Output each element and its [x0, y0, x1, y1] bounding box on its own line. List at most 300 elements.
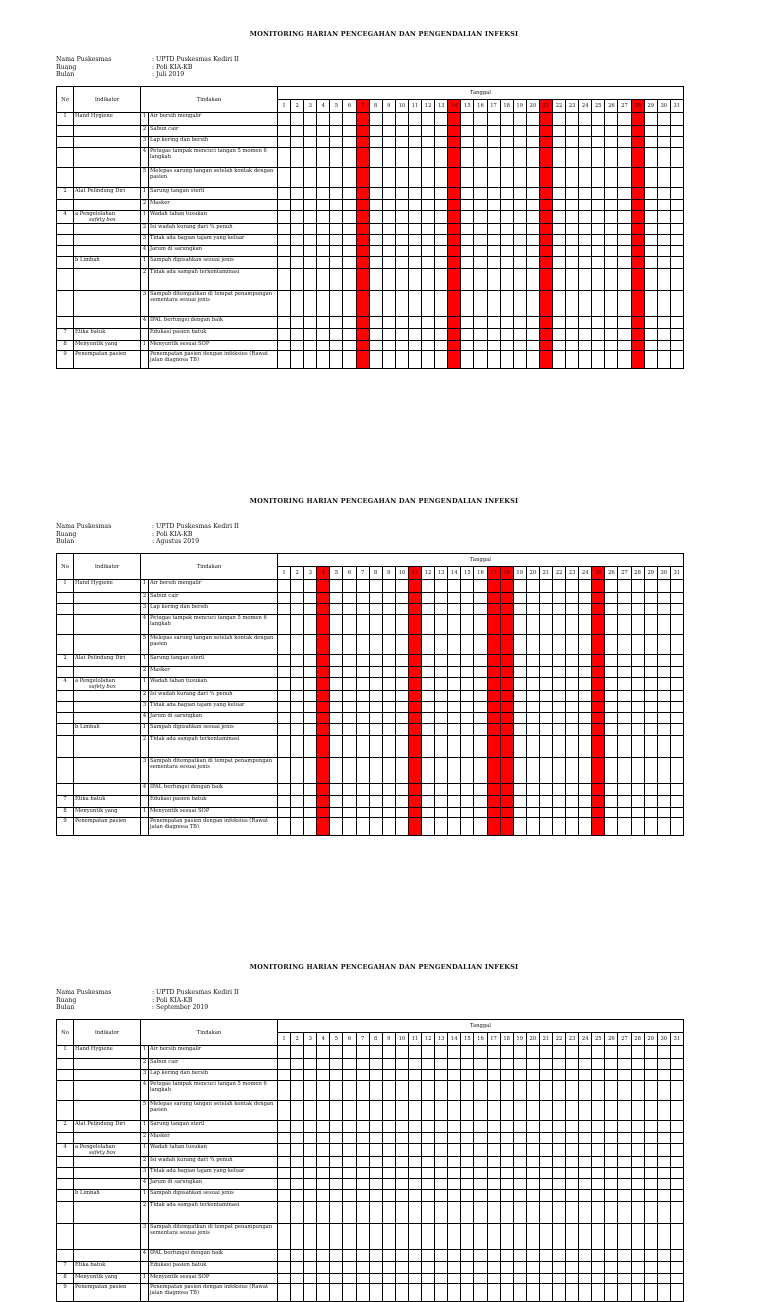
day-check-cell[interactable]: [500, 1224, 513, 1250]
day-check-cell[interactable]: [670, 148, 683, 168]
day-check-cell[interactable]: [552, 667, 565, 678]
day-check-cell[interactable]: [618, 796, 631, 808]
day-check-cell[interactable]: [566, 269, 579, 291]
day-check-cell[interactable]: [500, 113, 513, 126]
day-check-cell[interactable]: [435, 667, 448, 678]
day-check-cell[interactable]: [474, 1133, 487, 1144]
day-check-cell[interactable]: [500, 329, 513, 341]
day-check-cell[interactable]: [644, 224, 657, 235]
day-check-cell[interactable]: [644, 635, 657, 655]
day-check-cell[interactable]: [552, 269, 565, 291]
day-check-cell[interactable]: [618, 615, 631, 635]
day-check-cell[interactable]: [670, 168, 683, 188]
day-check-cell[interactable]: [526, 200, 539, 211]
day-check-cell[interactable]: [566, 1168, 579, 1179]
day-check-cell[interactable]: [552, 200, 565, 211]
day-check-cell[interactable]: [422, 1202, 435, 1224]
day-check-cell[interactable]: [408, 257, 421, 269]
day-check-cell[interactable]: [487, 317, 500, 329]
day-check-cell[interactable]: [448, 604, 461, 615]
day-check-cell[interactable]: [291, 1190, 304, 1202]
day-check-cell[interactable]: [395, 1168, 408, 1179]
day-check-cell[interactable]: [369, 168, 382, 188]
day-check-cell[interactable]: [487, 1224, 500, 1250]
day-check-cell[interactable]: [343, 1070, 356, 1081]
day-check-cell[interactable]: [330, 269, 343, 291]
day-check-cell[interactable]: [539, 818, 552, 836]
day-check-cell[interactable]: [422, 269, 435, 291]
day-check-cell[interactable]: [304, 1224, 317, 1250]
day-check-cell[interactable]: [343, 808, 356, 818]
day-check-cell[interactable]: [317, 291, 330, 317]
day-check-cell[interactable]: [579, 713, 592, 724]
day-check-cell[interactable]: [670, 1202, 683, 1224]
day-check-cell[interactable]: [343, 655, 356, 667]
day-check-cell[interactable]: [317, 1274, 330, 1284]
day-check-cell[interactable]: [631, 678, 644, 691]
day-check-cell[interactable]: [500, 1190, 513, 1202]
day-check-cell[interactable]: [435, 593, 448, 604]
day-check-cell[interactable]: [448, 678, 461, 691]
day-check-cell[interactable]: [408, 168, 421, 188]
day-check-cell[interactable]: [552, 713, 565, 724]
day-check-cell[interactable]: [435, 148, 448, 168]
day-check-cell[interactable]: [657, 736, 670, 758]
day-check-cell[interactable]: [526, 593, 539, 604]
day-check-cell[interactable]: [526, 1059, 539, 1070]
day-check-cell[interactable]: [539, 1250, 552, 1262]
day-check-cell[interactable]: [579, 211, 592, 224]
day-check-cell[interactable]: [395, 1250, 408, 1262]
day-check-cell[interactable]: [605, 329, 618, 341]
day-check-cell[interactable]: [526, 655, 539, 667]
day-check-cell[interactable]: [369, 200, 382, 211]
day-check-cell[interactable]: [369, 678, 382, 691]
day-check-cell[interactable]: [369, 329, 382, 341]
day-check-cell[interactable]: [461, 329, 474, 341]
day-check-cell[interactable]: [435, 137, 448, 148]
day-check-cell[interactable]: [330, 351, 343, 369]
day-check-cell[interactable]: [382, 1133, 395, 1144]
day-check-cell[interactable]: [369, 246, 382, 257]
day-check-cell[interactable]: [356, 702, 369, 713]
day-check-cell[interactable]: [526, 1121, 539, 1133]
day-check-cell[interactable]: [304, 1262, 317, 1274]
day-check-cell[interactable]: [356, 580, 369, 593]
day-check-cell[interactable]: [435, 736, 448, 758]
day-check-cell[interactable]: [513, 113, 526, 126]
day-check-cell[interactable]: [552, 137, 565, 148]
day-check-cell[interactable]: [500, 604, 513, 615]
day-check-cell[interactable]: [552, 1224, 565, 1250]
day-check-cell[interactable]: [330, 1121, 343, 1133]
day-check-cell[interactable]: [644, 1284, 657, 1302]
day-check-cell[interactable]: [291, 758, 304, 784]
day-check-cell[interactable]: [474, 235, 487, 246]
day-check-cell[interactable]: [343, 713, 356, 724]
day-check-cell[interactable]: [631, 269, 644, 291]
day-check-cell[interactable]: [670, 351, 683, 369]
day-check-cell[interactable]: [592, 329, 605, 341]
day-check-cell[interactable]: [566, 604, 579, 615]
day-check-cell[interactable]: [500, 1059, 513, 1070]
day-check-cell[interactable]: [422, 691, 435, 702]
day-check-cell[interactable]: [592, 1168, 605, 1179]
day-check-cell[interactable]: [487, 1157, 500, 1168]
day-check-cell[interactable]: [487, 702, 500, 713]
day-check-cell[interactable]: [317, 604, 330, 615]
day-check-cell[interactable]: [382, 126, 395, 137]
day-check-cell[interactable]: [422, 257, 435, 269]
day-check-cell[interactable]: [566, 678, 579, 691]
day-check-cell[interactable]: [408, 691, 421, 702]
day-check-cell[interactable]: [395, 736, 408, 758]
day-check-cell[interactable]: [382, 724, 395, 736]
day-check-cell[interactable]: [330, 724, 343, 736]
day-check-cell[interactable]: [422, 1133, 435, 1144]
day-check-cell[interactable]: [356, 1121, 369, 1133]
day-check-cell[interactable]: [644, 1121, 657, 1133]
day-check-cell[interactable]: [369, 691, 382, 702]
day-check-cell[interactable]: [369, 137, 382, 148]
day-check-cell[interactable]: [657, 1274, 670, 1284]
day-check-cell[interactable]: [631, 758, 644, 784]
day-check-cell[interactable]: [291, 1144, 304, 1157]
day-check-cell[interactable]: [539, 341, 552, 351]
day-check-cell[interactable]: [500, 678, 513, 691]
day-check-cell[interactable]: [382, 168, 395, 188]
day-check-cell[interactable]: [382, 736, 395, 758]
day-check-cell[interactable]: [566, 808, 579, 818]
day-check-cell[interactable]: [382, 257, 395, 269]
day-check-cell[interactable]: [579, 291, 592, 317]
day-check-cell[interactable]: [435, 291, 448, 317]
day-check-cell[interactable]: [395, 188, 408, 200]
day-check-cell[interactable]: [448, 1224, 461, 1250]
day-check-cell[interactable]: [330, 1133, 343, 1144]
day-check-cell[interactable]: [356, 1101, 369, 1121]
day-check-cell[interactable]: [618, 593, 631, 604]
day-check-cell[interactable]: [592, 713, 605, 724]
day-check-cell[interactable]: [343, 796, 356, 808]
day-check-cell[interactable]: [435, 1133, 448, 1144]
day-check-cell[interactable]: [539, 224, 552, 235]
day-check-cell[interactable]: [395, 137, 408, 148]
day-check-cell[interactable]: [291, 593, 304, 604]
day-check-cell[interactable]: [644, 1224, 657, 1250]
day-check-cell[interactable]: [304, 168, 317, 188]
day-check-cell[interactable]: [526, 269, 539, 291]
day-check-cell[interactable]: [435, 580, 448, 593]
day-check-cell[interactable]: [435, 341, 448, 351]
day-check-cell[interactable]: [356, 1168, 369, 1179]
day-check-cell[interactable]: [552, 291, 565, 317]
day-check-cell[interactable]: [657, 758, 670, 784]
day-check-cell[interactable]: [592, 257, 605, 269]
day-check-cell[interactable]: [579, 168, 592, 188]
day-check-cell[interactable]: [592, 678, 605, 691]
day-check-cell[interactable]: [539, 200, 552, 211]
day-check-cell[interactable]: [278, 168, 291, 188]
day-check-cell[interactable]: [474, 580, 487, 593]
day-check-cell[interactable]: [539, 1070, 552, 1081]
day-check-cell[interactable]: [422, 702, 435, 713]
day-check-cell[interactable]: [592, 126, 605, 137]
day-check-cell[interactable]: [474, 655, 487, 667]
day-check-cell[interactable]: [500, 1101, 513, 1121]
day-check-cell[interactable]: [278, 580, 291, 593]
day-check-cell[interactable]: [670, 1059, 683, 1070]
day-check-cell[interactable]: [500, 257, 513, 269]
day-check-cell[interactable]: [435, 691, 448, 702]
day-check-cell[interactable]: [343, 211, 356, 224]
day-check-cell[interactable]: [395, 1190, 408, 1202]
day-check-cell[interactable]: [343, 113, 356, 126]
day-check-cell[interactable]: [500, 168, 513, 188]
day-check-cell[interactable]: [356, 126, 369, 137]
day-check-cell[interactable]: [552, 1202, 565, 1224]
day-check-cell[interactable]: [631, 1190, 644, 1202]
day-check-cell[interactable]: [670, 1121, 683, 1133]
day-check-cell[interactable]: [670, 257, 683, 269]
day-check-cell[interactable]: [657, 691, 670, 702]
day-check-cell[interactable]: [526, 246, 539, 257]
day-check-cell[interactable]: [631, 1224, 644, 1250]
day-check-cell[interactable]: [500, 1284, 513, 1302]
day-check-cell[interactable]: [631, 1202, 644, 1224]
day-check-cell[interactable]: [343, 1133, 356, 1144]
day-check-cell[interactable]: [474, 702, 487, 713]
day-check-cell[interactable]: [605, 808, 618, 818]
day-check-cell[interactable]: [461, 137, 474, 148]
day-check-cell[interactable]: [579, 702, 592, 713]
day-check-cell[interactable]: [343, 291, 356, 317]
day-check-cell[interactable]: [644, 1179, 657, 1190]
day-check-cell[interactable]: [317, 1224, 330, 1250]
day-check-cell[interactable]: [670, 736, 683, 758]
day-check-cell[interactable]: [657, 1179, 670, 1190]
day-check-cell[interactable]: [579, 796, 592, 808]
day-check-cell[interactable]: [330, 580, 343, 593]
day-check-cell[interactable]: [539, 655, 552, 667]
day-check-cell[interactable]: [474, 758, 487, 784]
day-check-cell[interactable]: [343, 200, 356, 211]
day-check-cell[interactable]: [356, 113, 369, 126]
day-check-cell[interactable]: [474, 1168, 487, 1179]
day-check-cell[interactable]: [579, 351, 592, 369]
day-check-cell[interactable]: [356, 758, 369, 784]
day-check-cell[interactable]: [631, 1046, 644, 1059]
day-check-cell[interactable]: [317, 702, 330, 713]
day-check-cell[interactable]: [605, 635, 618, 655]
day-check-cell[interactable]: [422, 113, 435, 126]
day-check-cell[interactable]: [500, 796, 513, 808]
day-check-cell[interactable]: [618, 1101, 631, 1121]
day-check-cell[interactable]: [291, 188, 304, 200]
day-check-cell[interactable]: [618, 235, 631, 246]
day-check-cell[interactable]: [317, 224, 330, 235]
day-check-cell[interactable]: [552, 678, 565, 691]
day-check-cell[interactable]: [579, 1133, 592, 1144]
day-check-cell[interactable]: [317, 1179, 330, 1190]
day-check-cell[interactable]: [579, 1121, 592, 1133]
day-check-cell[interactable]: [474, 269, 487, 291]
day-check-cell[interactable]: [566, 784, 579, 796]
day-check-cell[interactable]: [461, 235, 474, 246]
day-check-cell[interactable]: [317, 148, 330, 168]
day-check-cell[interactable]: [618, 113, 631, 126]
day-check-cell[interactable]: [539, 1081, 552, 1101]
day-check-cell[interactable]: [670, 604, 683, 615]
day-check-cell[interactable]: [435, 269, 448, 291]
day-check-cell[interactable]: [382, 1284, 395, 1302]
day-check-cell[interactable]: [356, 796, 369, 808]
day-check-cell[interactable]: [500, 758, 513, 784]
day-check-cell[interactable]: [513, 580, 526, 593]
day-check-cell[interactable]: [369, 724, 382, 736]
day-check-cell[interactable]: [526, 126, 539, 137]
day-check-cell[interactable]: [605, 126, 618, 137]
day-check-cell[interactable]: [356, 137, 369, 148]
day-check-cell[interactable]: [408, 1157, 421, 1168]
day-check-cell[interactable]: [618, 1144, 631, 1157]
day-check-cell[interactable]: [631, 1284, 644, 1302]
day-check-cell[interactable]: [500, 1168, 513, 1179]
day-check-cell[interactable]: [408, 796, 421, 808]
day-check-cell[interactable]: [448, 713, 461, 724]
day-check-cell[interactable]: [395, 168, 408, 188]
day-check-cell[interactable]: [552, 1262, 565, 1274]
day-check-cell[interactable]: [579, 1144, 592, 1157]
day-check-cell[interactable]: [487, 257, 500, 269]
day-check-cell[interactable]: [644, 724, 657, 736]
day-check-cell[interactable]: [657, 604, 670, 615]
day-check-cell[interactable]: [330, 713, 343, 724]
day-check-cell[interactable]: [395, 1202, 408, 1224]
day-check-cell[interactable]: [422, 341, 435, 351]
day-check-cell[interactable]: [330, 317, 343, 329]
day-check-cell[interactable]: [605, 702, 618, 713]
day-check-cell[interactable]: [317, 113, 330, 126]
day-check-cell[interactable]: [474, 224, 487, 235]
day-check-cell[interactable]: [356, 1081, 369, 1101]
day-check-cell[interactable]: [291, 796, 304, 808]
day-check-cell[interactable]: [592, 113, 605, 126]
day-check-cell[interactable]: [657, 784, 670, 796]
day-check-cell[interactable]: [487, 1144, 500, 1157]
day-check-cell[interactable]: [500, 691, 513, 702]
day-check-cell[interactable]: [631, 200, 644, 211]
day-check-cell[interactable]: [461, 1250, 474, 1262]
day-check-cell[interactable]: [291, 148, 304, 168]
day-check-cell[interactable]: [644, 580, 657, 593]
day-check-cell[interactable]: [474, 1046, 487, 1059]
day-check-cell[interactable]: [356, 246, 369, 257]
day-check-cell[interactable]: [579, 341, 592, 351]
day-check-cell[interactable]: [500, 224, 513, 235]
day-check-cell[interactable]: [539, 604, 552, 615]
day-check-cell[interactable]: [461, 1274, 474, 1284]
day-check-cell[interactable]: [382, 635, 395, 655]
day-check-cell[interactable]: [356, 200, 369, 211]
day-check-cell[interactable]: [552, 1157, 565, 1168]
day-check-cell[interactable]: [278, 317, 291, 329]
day-check-cell[interactable]: [291, 818, 304, 836]
day-check-cell[interactable]: [435, 796, 448, 808]
day-check-cell[interactable]: [513, 667, 526, 678]
day-check-cell[interactable]: [395, 351, 408, 369]
day-check-cell[interactable]: [487, 784, 500, 796]
day-check-cell[interactable]: [291, 211, 304, 224]
day-check-cell[interactable]: [670, 678, 683, 691]
day-check-cell[interactable]: [513, 168, 526, 188]
day-check-cell[interactable]: [356, 291, 369, 317]
day-check-cell[interactable]: [644, 126, 657, 137]
day-check-cell[interactable]: [526, 1144, 539, 1157]
day-check-cell[interactable]: [500, 269, 513, 291]
day-check-cell[interactable]: [395, 1144, 408, 1157]
day-check-cell[interactable]: [539, 1202, 552, 1224]
day-check-cell[interactable]: [513, 211, 526, 224]
day-check-cell[interactable]: [408, 1070, 421, 1081]
day-check-cell[interactable]: [330, 655, 343, 667]
day-check-cell[interactable]: [291, 1133, 304, 1144]
day-check-cell[interactable]: [422, 188, 435, 200]
day-check-cell[interactable]: [592, 1144, 605, 1157]
day-check-cell[interactable]: [566, 580, 579, 593]
day-check-cell[interactable]: [552, 1081, 565, 1101]
day-check-cell[interactable]: [304, 188, 317, 200]
day-check-cell[interactable]: [278, 1144, 291, 1157]
day-check-cell[interactable]: [670, 818, 683, 836]
day-check-cell[interactable]: [513, 724, 526, 736]
day-check-cell[interactable]: [539, 691, 552, 702]
day-check-cell[interactable]: [278, 702, 291, 713]
day-check-cell[interactable]: [618, 269, 631, 291]
day-check-cell[interactable]: [631, 818, 644, 836]
day-check-cell[interactable]: [448, 580, 461, 593]
day-check-cell[interactable]: [317, 1168, 330, 1179]
day-check-cell[interactable]: [670, 1179, 683, 1190]
day-check-cell[interactable]: [422, 667, 435, 678]
day-check-cell[interactable]: [566, 257, 579, 269]
day-check-cell[interactable]: [461, 341, 474, 351]
day-check-cell[interactable]: [304, 635, 317, 655]
day-check-cell[interactable]: [566, 758, 579, 784]
day-check-cell[interactable]: [304, 1274, 317, 1284]
day-check-cell[interactable]: [369, 808, 382, 818]
day-check-cell[interactable]: [369, 291, 382, 317]
day-check-cell[interactable]: [408, 736, 421, 758]
day-check-cell[interactable]: [631, 168, 644, 188]
day-check-cell[interactable]: [566, 211, 579, 224]
day-check-cell[interactable]: [566, 1224, 579, 1250]
day-check-cell[interactable]: [317, 246, 330, 257]
day-check-cell[interactable]: [605, 678, 618, 691]
day-check-cell[interactable]: [317, 269, 330, 291]
day-check-cell[interactable]: [592, 580, 605, 593]
day-check-cell[interactable]: [395, 291, 408, 317]
day-check-cell[interactable]: [317, 580, 330, 593]
day-check-cell[interactable]: [539, 1121, 552, 1133]
day-check-cell[interactable]: [579, 615, 592, 635]
day-check-cell[interactable]: [644, 818, 657, 836]
day-check-cell[interactable]: [487, 1101, 500, 1121]
day-check-cell[interactable]: [644, 1059, 657, 1070]
day-check-cell[interactable]: [618, 1250, 631, 1262]
day-check-cell[interactable]: [448, 1202, 461, 1224]
day-check-cell[interactable]: [526, 691, 539, 702]
